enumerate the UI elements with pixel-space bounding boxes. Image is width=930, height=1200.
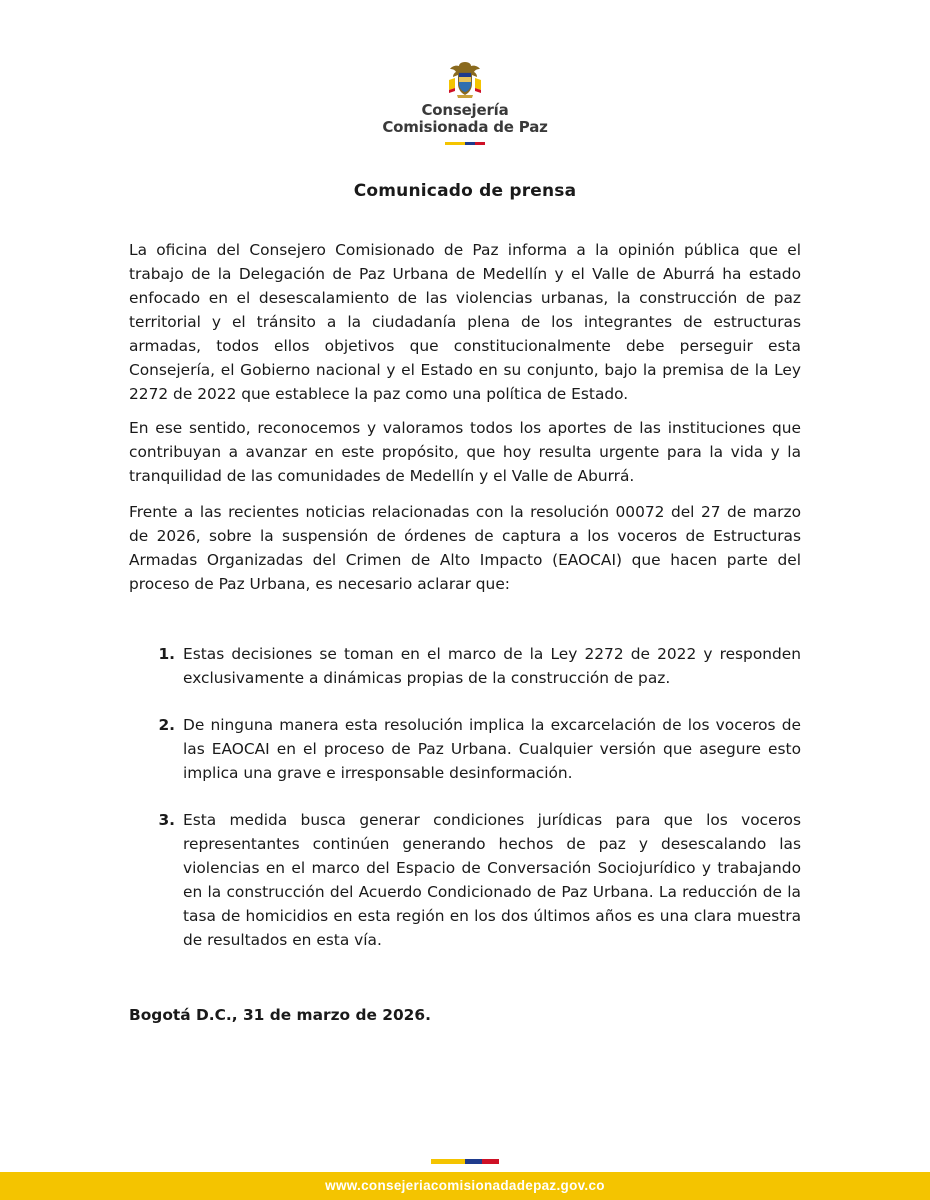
- place-and-date: Bogotá D.C., 31 de marzo de 2026.: [129, 1006, 431, 1024]
- document-title: Comunicado de prensa: [353, 181, 577, 201]
- list-item-number: 1.: [158, 645, 175, 663]
- paragraph-3: Frente a las recientes noticias relacionadas con la resolución 00072 del 27 de marzo de 2026, sobre la suspensión de órdenes de captura a los voceros de Estructuras Armadas Organizadas del Crimen de Alto Impacto (EAOCAI) que hacen parte del proceso de Paz Urbana, es necesario aclarar que:: [129, 503, 801, 593]
- letterhead: [0, 58, 930, 145]
- list-item-text: Estas decisiones se toman en el marco de la Ley 2272 de 2022 y responden exclusivamente a dinámicas propias de la construcción de paz.: [183, 645, 801, 687]
- list-item-number: 2.: [158, 716, 175, 734]
- footer-flag-blue: [465, 1159, 482, 1164]
- list-item-text: De ninguna manera esta resolución implica la excarcelación de los voceros de las EAOCAI en el proceso de Paz Urbana. Cualquier versión que asegure esto implica una grave e irresponsable desinformación.: [183, 716, 801, 782]
- list-item-text: Esta medida busca generar condiciones jurídicas para que los voceros representantes continúen generando hechos de paz y desescalando las violencias en el marco del Espacio de Conversación Sociojurídico y trabajando en la construcción del Acuerdo Condicionado de Paz Urbana. La reducción de la tasa de homicidios en esta región en los dos últimos años es una clara muestra de resultados en esta vía.: [183, 811, 801, 949]
- flag-red: [475, 142, 485, 145]
- org-name-line1: Consejería: [421, 101, 509, 119]
- footer-website-link[interactable]: www.consejeriacomisionadadepaz.gov.co: [325, 1178, 605, 1193]
- list-item-number: 3.: [158, 811, 175, 829]
- footer-flag-red: [482, 1159, 499, 1164]
- footer-flag-stripe: [431, 1159, 499, 1164]
- list-item: [129, 808, 801, 952]
- flag-stripe: [445, 142, 485, 145]
- list-item: [129, 642, 801, 690]
- list-item: [129, 713, 801, 785]
- paragraph-1: La oficina del Consejero Comisionado de Paz informa a la opinión pública que el trabajo de la Delegación de Paz Urbana de Medellín y el Valle de Aburrá ha estado enfocado en el desescalamiento de las violencias urbanas, la construcción de paz territorial y el tránsito a la ciudadanía plena de los integrantes de estructuras armadas, todos ellos objetivos que constitucionalmente debe perseguir esta Consejería, el Gobierno nacional y el Estado en su conjunto, bajo la premisa de la Ley 2272 de 2022 que establece la paz como una política de Estado.: [129, 241, 801, 403]
- numbered-list: [129, 642, 801, 975]
- paragraph-2: En ese sentido, reconocemos y valoramos todos los aportes de las instituciones que contribuyan a avanzar en este propósito, que hoy resulta urgente para la vida y la tranquilidad de las comunidades de Medellín y el Valle de Aburrá.: [129, 419, 801, 485]
- org-name-line2: Comisionada de Paz: [382, 118, 548, 136]
- footer-band: [0, 1172, 930, 1200]
- flag-yellow: [445, 142, 465, 145]
- footer-flag-yellow: [431, 1159, 465, 1164]
- colombia-coat-of-arms-icon: [444, 58, 486, 100]
- flag-blue: [465, 142, 475, 145]
